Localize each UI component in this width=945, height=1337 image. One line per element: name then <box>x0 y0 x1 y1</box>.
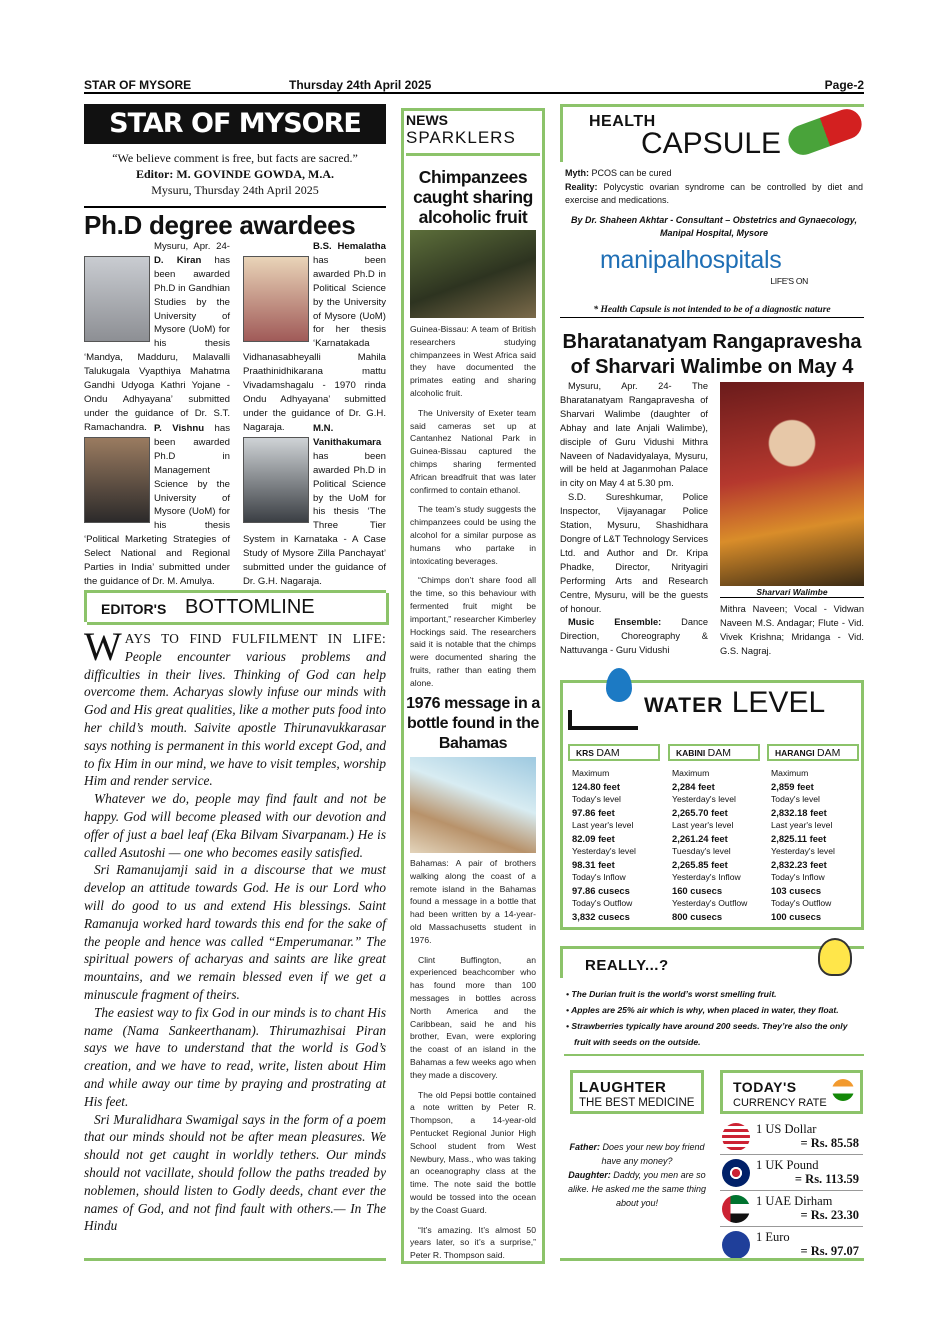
laughter-joke: Father: Does your new boy friend have any money? Daughter: Daddy, you men are so alike. He asked me the same thing about you! <box>567 1142 707 1208</box>
dam-values-kabini <box>672 767 764 923</box>
news-label: NEWS SPARKLERS <box>406 112 540 156</box>
dam-row-label: Today's level <box>771 794 820 804</box>
photo-spacer <box>243 436 313 522</box>
news-story-2: Bahamas: A pair of brothers walking along the coast of a remote island in the Bahamas found a message in a bottle that had been written by a 14-year-old Massachusetts student in 1976. Clint Buffington, an experienced beachcomber who has found more than 100 messages in bottles across North America and the Caribbean, said he and his brother, Evan, were exploring the coast of an island in the Bahamas a few weeks ago when they made a discovery. The old Pepsi bottle contained a note written by Peter R. Thompson, a 14-year-old Pentucket Regional Junior High School student from West Newbury, Mass., who was taking an oceanography class at the time. The note said the bottle would be tossed into the ocean by the Coast Guard. “It’s amazing. It’s almost 50 years later, so it’s a surprise,” Peter R. Thompson said. <box>410 858 536 1261</box>
fact-2: Apples are 25% air which is why, when placed in water, they float. <box>571 1005 839 1015</box>
photo-spacer <box>84 254 154 340</box>
bottom-rule-left <box>84 1258 386 1261</box>
page-number: Page-2 <box>824 78 864 92</box>
fact-3: Strawberries typically have around 200 seeds. They’re also the only fruit with seeds on the outside. <box>571 1021 848 1047</box>
editor-line: Editor: M. GOVINDE GOWDA, M.A. <box>136 167 334 181</box>
news-headline-2: 1976 message in a bottle found in the Bahamas <box>406 695 540 752</box>
dam-row-value: 2,825.11 feet <box>771 833 827 844</box>
dam-row-label: Yesterday's Inflow <box>672 872 741 882</box>
health-disclaimer: * Health Capsule is not intended to be of a diagnostic nature <box>560 305 864 318</box>
laughter-header: LAUGHTER THE BEST MEDICINE <box>570 1070 704 1114</box>
photo-spacer <box>243 254 313 340</box>
dam-row-value: 100 cusecs <box>771 911 822 922</box>
dam-row-value: 97.86 cusecs <box>572 885 630 896</box>
dam-row-value: 82.09 feet <box>572 833 615 844</box>
dam-row-value: 2,261.24 feet <box>672 833 728 844</box>
currency-header: TODAY'S CURRENCY RATE <box>720 1070 863 1114</box>
water-level-label: WATER LEVEL <box>644 686 826 719</box>
dam-header-kabini: KABINI DAM <box>668 744 760 761</box>
masthead-title: STAR OF MYSORE <box>84 104 386 144</box>
really-header: REALLY...? <box>560 946 864 978</box>
news-headline-1: Chimpanzees caught sharing alcoholic fruit <box>413 167 533 227</box>
dam-row-label: Last year's level <box>771 820 833 830</box>
dance-story: Mysuru, Apr. 24- The Bharatanatyam Rangapravesha of Sharvari Walimbe (daughter of Abhay and late Anjali Walimbe), disciple of Guru Vidushi Mithra Naveen of Nadavidyalaya, Mysuru, will be held at Jaganmohan Palace in city on May 4 at 5.30 pm. S.D. Sureshkumar, Police Inspector, Vijayanagar Police Station, Mysuru, Shashidhara Dongre of L&T Technology Services Ltd. and Author and Dr. Kripa Phadke, Director, Nrityagiri Performing Arts and Research Centre, Mysuru, will be the guests of honour. Music Ensemble: Dance Direction, Choreography & Nattuvanga - Guru Vidushi <box>560 381 708 656</box>
drop-cap: W <box>84 624 122 669</box>
dam-row-label: Today's Inflow <box>572 872 626 882</box>
page-header <box>84 78 864 94</box>
dateline: Mysuru, Thursday 24th April 2025 <box>151 183 319 197</box>
dam-row-label: Today's Outflow <box>771 898 832 908</box>
masthead-info <box>84 150 386 198</box>
dam-row-value: 800 cusecs <box>672 911 723 922</box>
dam-row-label: Last year's level <box>672 820 734 830</box>
dance-story-cont: Mithra Naveen; Vocal - Vidwan Naveen M.S. Andagar; Flute - Vid. Vivek Krishna; Mridanga - Vid. G.S. Nagraj. <box>720 604 864 656</box>
dancer-caption: Sharvari Walimbe <box>720 587 864 598</box>
dam-row-label: Today's level <box>572 794 621 804</box>
bottom-rule-right <box>560 1258 864 1261</box>
dam-values-krs <box>572 767 664 923</box>
water-drop-icon <box>606 668 632 702</box>
manipal-logo: manipalhospitals LIFE'S ON <box>600 246 808 286</box>
issue-date: Thursday 24th April 2025 <box>289 78 432 92</box>
phd-story-vishnu: P. Vishnu has been awarded Ph.D in Management Science by the University of Mysore (UoM) for his thesis ‘Political Marketing Strategies of Select National and Regional Parties in India’ submitted under the guidance of Dr. M. Amulya. <box>84 423 230 587</box>
currency-row-usd: 1 US Dollar = Rs. 85.58 <box>720 1120 863 1155</box>
uk-flag-icon <box>722 1159 750 1187</box>
dam-row-value: 2,832.23 feet <box>771 859 827 870</box>
phd-story-text: has been awarded Ph.D in Political Science by the UoM for his thesis ‘The Three Tier System in Karnataka - A Case Study of Mysore Zilla Panchayat’ submitted under the guidance of Dr. G.H. Nagaraja. <box>243 450 386 587</box>
chimp-photo <box>410 230 536 318</box>
photo-spacer <box>84 436 154 522</box>
dam-row-value: 3,832 cusecs <box>572 911 630 922</box>
news-story-1: Guinea-Bissau: A team of British researchers studying chimpanzees in West Africa said they have documented the primates eating and sharing alcoholic fruit. The University of Exeter team said cameras set up at Cantanhez National Park in Guinea-Bissau captured the chimps sharing fermented African breadfruit that was later confirmed to contain ethanol. The team’s study suggests the chimpanzees could be using the alcohol for a similar purpose as humans who partake in intoxicating beverages. “Chimps don’t share food all the time, so this behaviour with fermented fruit might be important,” researcher Kimberley Hockings said. The researchers said it is notable that the chimps were documented sharing the fruits, rather than eating them alone. <box>410 324 536 688</box>
us-flag-icon <box>722 1123 750 1151</box>
dam-row-label: Today's Outflow <box>572 898 633 908</box>
fact-1: The Durian fruit is the world’s worst smelling fruit. <box>571 989 777 999</box>
dam-row-value: 2,832.18 feet <box>771 807 827 818</box>
dam-row-label: Last year's level <box>572 820 634 830</box>
dam-row-value: 2,284 feet <box>672 781 715 792</box>
india-flag-icon <box>832 1079 854 1101</box>
dam-row-label: Yesterday's level <box>572 846 636 856</box>
phd-story-vanithakumara: M.N. Vanithakumara has been awarded Ph.D in Political Science by the UoM for his thesis ‘The Three Tier System in Karnataka - A Case Study of Mysore Zilla Panchayat’ submitted under the guidance of Dr. G.H. Nagaraja. <box>243 423 386 587</box>
editorial-lead: AYS TO FIND FULFILMENT IN LIFE: <box>124 631 386 646</box>
dam-row-value: 2,265.85 feet <box>672 859 728 870</box>
dam-row-label: Today's Inflow <box>771 872 825 882</box>
phd-story-hemalatha: B.S. Hemalatha has been awarded Ph.D in Political Science by the University of Mysore (UoM) for her thesis ‘Karnatakada Vidhanasabheyalli Mahila Praathinidhikarana mattu Vivadamshagalu - 1970 rinda Ondu Adhyayana’ submitted under the guidance of Dr. G.H. Nagaraja. <box>243 241 386 433</box>
motto: “We believe comment is free, but facts are sacred.” <box>112 151 358 165</box>
dam-row-label: Tuesday's level <box>672 846 731 856</box>
paper-name: STAR OF MYSORE <box>84 78 192 92</box>
dam-row-label: Yesterday's level <box>771 846 835 856</box>
editorial-label-a: EDITOR'S <box>101 601 167 617</box>
phd-story-text: has been awarded Ph.D in Political Science by the University of Mysore (UoM) for her thesis ‘Karnatakada Vidhanasabheyalli Mahila Praathinidhikarana mattu Vivadamshagalu - 1970 rinda Ondu Adhyayana’ submitted under the guidance of Dr. G.H. Nagaraja. <box>243 254 386 433</box>
phd-story-kiran: Mysuru, Apr. 24- D. Kiran has been awarded Ph.D in Gandhian Studies by the University of Mysore (UoM) for his thesis ‘Mandya, Madduru, Malavalli Talukugala Vyapthiya Mahatma Gandhi Udyoga Kathri Yojane - Ondu Adhyayana’ submitted under the guidance of Dr. S.T. Ramachandra. <box>84 241 230 433</box>
phd-story-text: has been awarded Ph.D in Gandhian Studies by the University of Mysore (UoM) for his thesis ‘Mandya, Madduru, Malavalli Talukugala Vyapthiya Mahatma Gandhi Udyoga Kathri Yojane - Ondu Adhyayana’ submitted under the guidance of Dr. S.T. Ramachandra. <box>84 254 230 433</box>
dancer-photo <box>720 382 864 586</box>
currency-row-eur: 1 Euro = Rs. 97.07 <box>720 1228 863 1263</box>
dam-row-value: 98.31 feet <box>572 859 615 870</box>
really-list: • The Durian fruit is the world’s worst smelling fruit. • Apples are 25% air which is why, when placed in water, they float. • Strawberries typically have around 200 seeds. They’re also the only fruit with seeds on the outside. <box>564 986 864 1056</box>
dam-row-label: Maximum <box>771 768 809 778</box>
dam-row-label: Maximum <box>572 768 610 778</box>
dam-row-value: 160 cusecs <box>672 885 723 896</box>
currency-row-aed: 1 UAE Dirham = Rs. 23.30 <box>720 1192 863 1227</box>
dam-row-value: 103 cusecs <box>771 885 822 896</box>
uae-flag-icon <box>722 1195 750 1223</box>
dam-row-value: 124.80 feet <box>572 781 620 792</box>
bulb-icon <box>818 938 852 976</box>
dam-row-label: Yesterday's Outflow <box>672 898 748 908</box>
capsule-icon <box>784 105 866 159</box>
editorial-header <box>84 590 386 622</box>
phd-headline: Ph.D degree awardees <box>84 206 386 241</box>
editorial-label-b: BOTTOMLINE <box>185 596 315 618</box>
dance-headline: Bharatanatyam Rangapravesha of Sharvari Walimbe on May 4 <box>562 331 862 378</box>
currency-row-gbp: 1 UK Pound = Rs. 113.59 <box>720 1156 863 1191</box>
dam-row-label: Maximum <box>672 768 710 778</box>
bottle-photo <box>410 757 536 853</box>
dam-header-harangi: HARANGI DAM <box>767 744 859 761</box>
water-wave-icon <box>568 710 638 730</box>
eu-flag-icon <box>722 1231 750 1259</box>
health-capsule-header: HEALTH CAPSULE <box>560 104 864 162</box>
dam-values-harangi <box>771 767 863 923</box>
phd-story-text: has been awarded Ph.D in Management Science by the University of Mysore (UoM) for his thesis ‘Political Marketing Strategies of Select National and Regional Parties in India’ submitted under the guidance of Dr. M. Amulya. <box>84 423 230 587</box>
dam-row-value: 2,859 feet <box>771 781 814 792</box>
dam-row-value: 2,265.70 feet <box>672 807 728 818</box>
health-capsule-body: Myth: PCOS can be cured Reality: Polycystic ovarian syndrome can be controlled by diet and exercise and medications. By Dr. Shaheen Akhtar - Consultant – Obstetrics and Gynaecology, Manipal Hospital, Mysore <box>565 168 863 238</box>
dam-header-krs: KRS DAM <box>568 744 660 761</box>
editorial-body: WAYS TO FIND FULFILMENT IN LIFE: People encounter various problems and difficulties in their lives. Thinking of God can help overcome them. Acharyas slowly infuse our minds with God and His great qualities, like a mother puts food into her child’s mouth. Saivite apostle Thirunavukkarasar says nothing is permanent in this world except God, and to fix Him in our mind, we have to visit temples, worship Him and render service. Whatever we do, people may find fault and not be happy. God will become pleased with our devotion and offer of just a bael leaf (Eka Bilvam Sivarpanam.) He is called Asutoshi — one who becomes easily satisfied. Sri Ramanujamji said in a discourse that we must develop an attitude towards God. He is our Lord who will do good to us and extend His blessings. Saint Ramanuja worked hard towards this end for the sake of the people and hence was called “Emperumanar.” The spiritual powers of acharyas and saints are like great mountains, and we remain blessed even if we get a minuscule fragment of theirs. The easiest way to fix God in our minds is to chant His name (Nama Sankeerthanam). Thirumazhisai Piran says we have to understand that the world is God’s creation, and we have to read, write, listen about Him and while away our time by praying and prostrating at His feet. Sri Muralidhara Swamigal says in the form of a poem that our minds should not be after mean pleasures. We should not get caught in worldly tethers. Our minds should not vacillate, should follow the paths treaded by noblemen, should listen to Godly deeds, chant ever the names of God, and not find fault with others.— In The Hindu <box>84 624 386 1234</box>
dam-row-label: Yesterday's level <box>672 794 736 804</box>
dam-row-value: 97.86 feet <box>572 807 615 818</box>
